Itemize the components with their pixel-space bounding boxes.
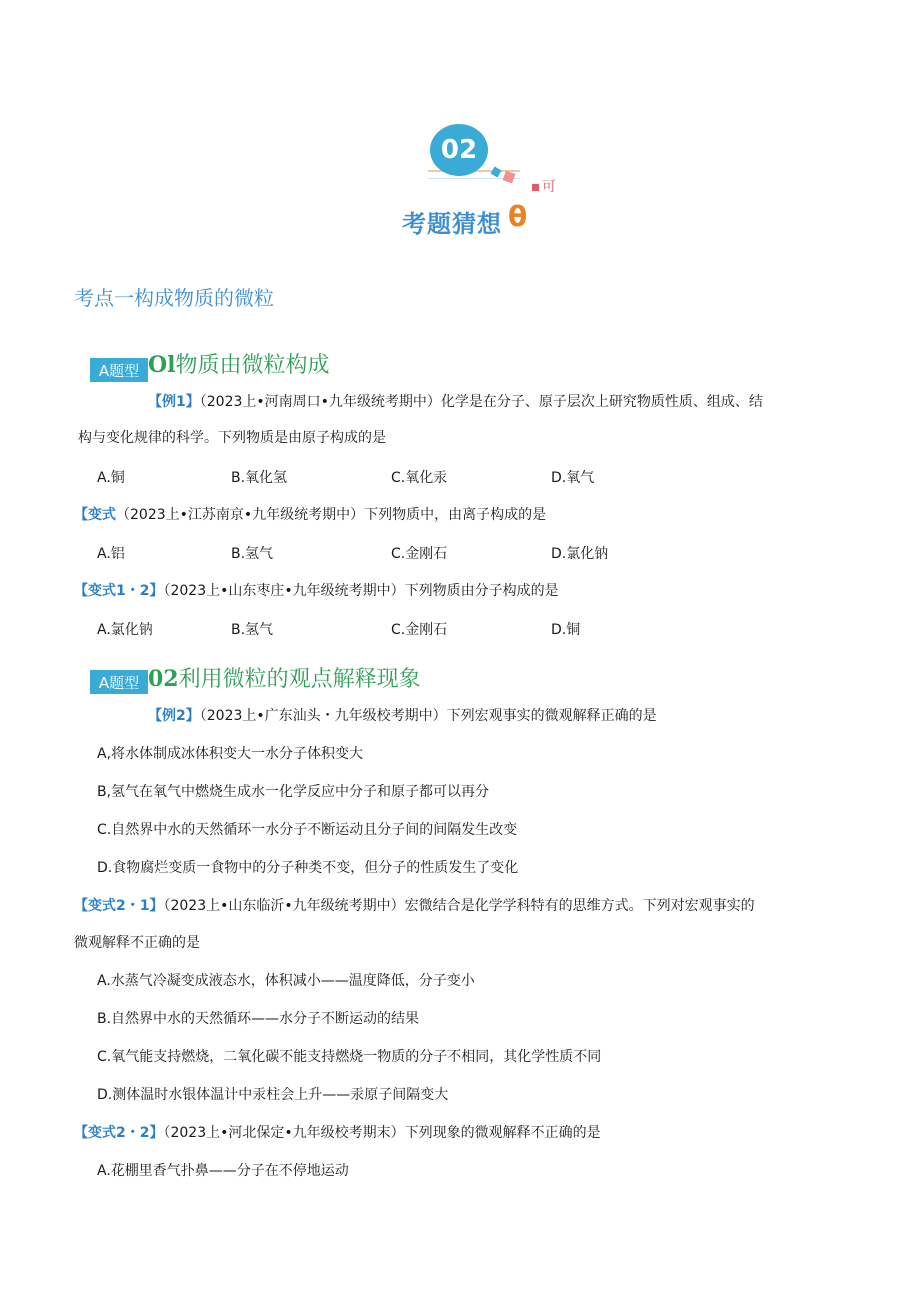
option-a: A.花棚里香气扑鼻——分子在不停地运动: [97, 1163, 349, 1179]
section-title: 考点一构成物质的微粒: [74, 286, 274, 310]
decorative-text: 可: [542, 179, 556, 195]
option-a: A.铜: [97, 470, 125, 486]
question-line: 构与变化规律的科学。下列物质是由原子构成的是: [78, 430, 386, 446]
question-text: （2023上•江苏南京•九年级统考期中）下列物质中，由离子构成的是: [116, 507, 547, 523]
question-line: [74, 1123, 601, 1143]
title-mark: θ: [508, 200, 528, 233]
question-label: 【变式1・2】: [74, 583, 164, 599]
option-b: B,氢气在氧气中燃烧生成水一化学反应中分子和原子都可以再分: [97, 784, 490, 800]
question-label: 【例2】: [148, 708, 200, 724]
type-tag: A题型: [90, 358, 148, 382]
question-line: 微观解释不正确的是: [74, 935, 200, 951]
page-title: 考题猜想: [402, 210, 502, 238]
option-b: B.氢气: [231, 622, 274, 638]
question-line: [148, 392, 763, 412]
decorative-shape: [491, 167, 502, 178]
type-heading-1: [148, 348, 330, 379]
option-c: C.氧气能支持燃烧，二氧化碳不能支持燃烧一物质的分子不相同，其化学性质不同: [97, 1049, 602, 1065]
question-line: [74, 505, 546, 525]
option-a: A.铝: [97, 546, 125, 562]
type-number: Ol: [148, 352, 176, 378]
option-d: D.测体温时水银体温计中汞柱会上升——汞原子间隔变大: [97, 1087, 449, 1103]
question-text: （2023上•山东临沂•九年级统考期中）宏微结合是化学学科特有的思维方式。下列对宏观事实的: [163, 898, 755, 914]
option-a: A.氯化钠: [97, 622, 153, 638]
question-text: （2023上•河南周口•九年级统考期中）化学是在分子、原子层次上研究物质性质、组成、结: [199, 394, 763, 410]
option-d: D.食物腐烂变质一食物中的分子种类不变，但分子的性质发生了变化: [97, 860, 519, 876]
type-number: 02: [148, 666, 179, 692]
question-text: （2023上•广东汕头・九年级校考期中）下列宏观事实的微观解释正确的是: [199, 708, 657, 724]
question-line: [148, 706, 657, 726]
option-c: C.金刚石: [391, 546, 448, 562]
type-tag: A题型: [90, 670, 148, 694]
question-line: [74, 581, 559, 601]
type-title: 物质由微粒构成: [175, 353, 330, 378]
option-b: B.氧化氢: [231, 470, 288, 486]
option-b: B.自然界中水的天然循环——水分子不断运动的结果: [97, 1011, 420, 1027]
option-a: A,将水体制成冰体积变大一水分子体积变大: [97, 746, 364, 762]
question-text: （2023上•河北保定•九年级校考期末）下列现象的微观解释不正确的是: [163, 1125, 601, 1141]
option-c: C.自然界中水的天然循环一水分子不断运动且分子间的间隔发生改变: [97, 822, 518, 838]
question-text: （2023上•山东枣庄•九年级统考期中）下列物质由分子构成的是: [163, 583, 559, 599]
question-label: 【例1】: [148, 394, 200, 410]
type-title: 利用微粒的观点解释现象: [178, 667, 421, 692]
section-number-badge: 02: [430, 124, 488, 176]
option-d: D.铜: [551, 622, 581, 638]
option-d: D.氧气: [551, 470, 595, 486]
option-a: A.水蒸气冷凝变成液态水，体积减小——温度降低，分子变小: [97, 973, 475, 989]
option-c: C.氧化汞: [391, 470, 448, 486]
decorative-square: [532, 184, 539, 191]
type-heading-2: [148, 662, 421, 693]
question-label: 【变式2・1】: [74, 898, 164, 914]
question-label: 【变式2・2】: [74, 1125, 164, 1141]
question-label: 【变式: [74, 507, 116, 523]
option-d: D.氯化钠: [551, 546, 609, 562]
question-line: [74, 896, 755, 916]
decorative-shape: [503, 171, 516, 184]
option-c: C.金刚石: [391, 622, 448, 638]
option-b: B.氢气: [231, 546, 274, 562]
